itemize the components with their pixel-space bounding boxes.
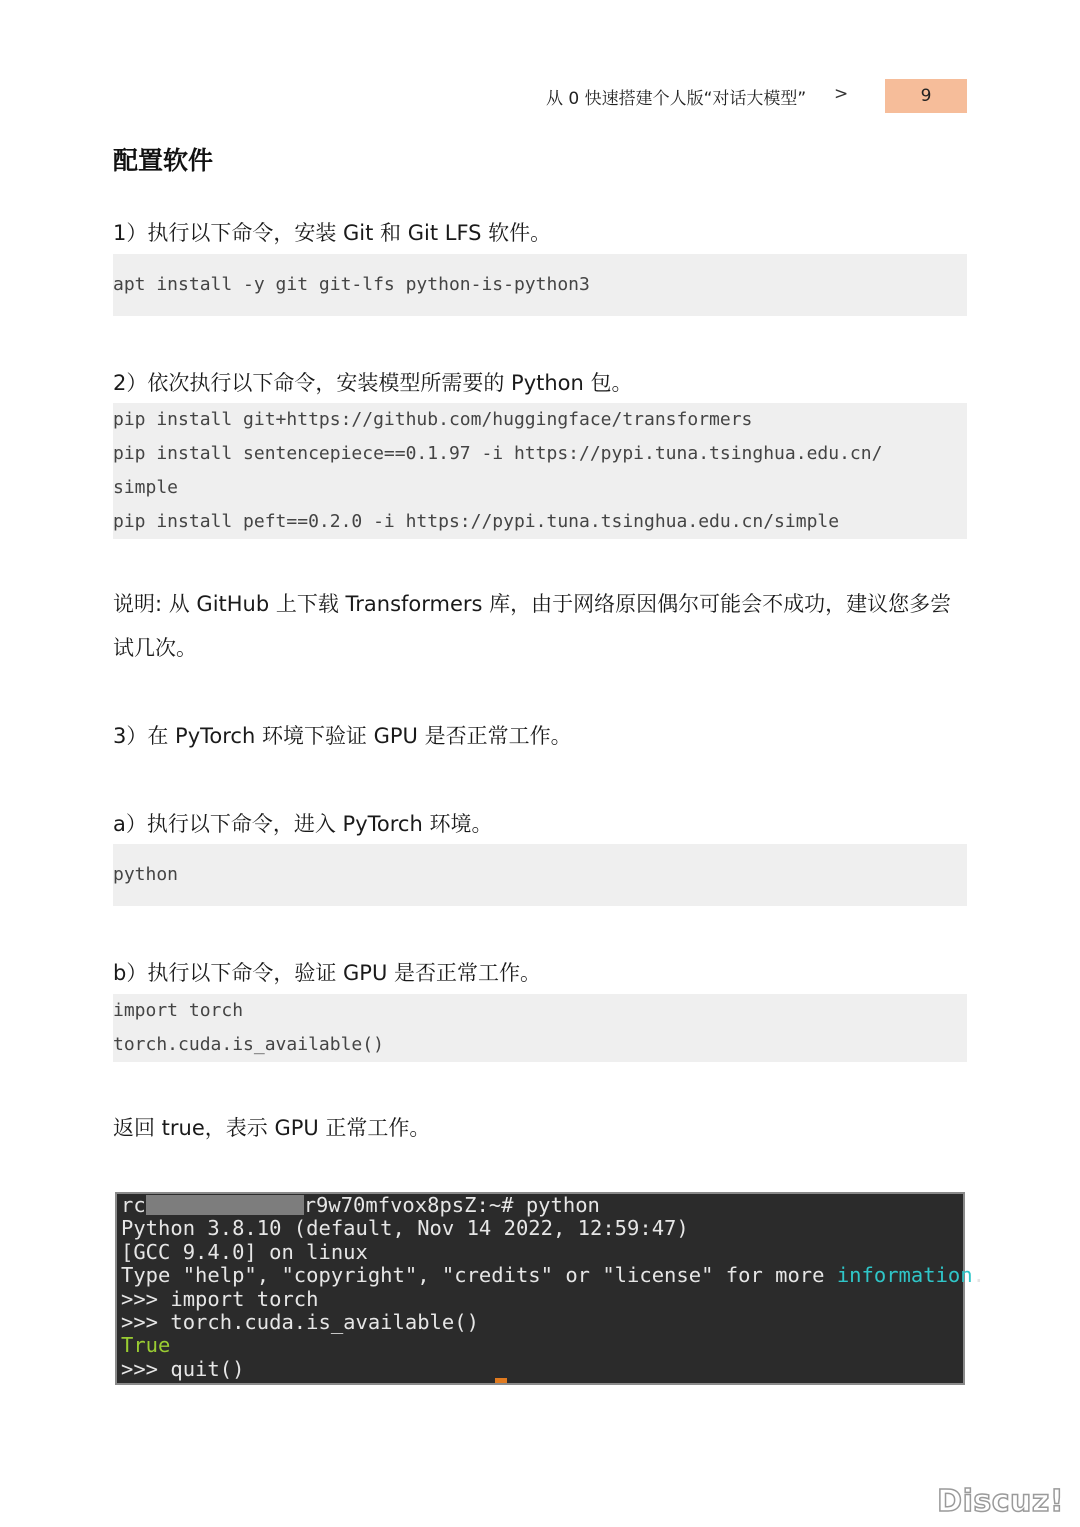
- terminal-line: >>> import torch: [121, 1286, 319, 1311]
- code-line: pip install sentencepiece==0.1.97 -i https://pypi.tuna.tsinghua.edu.cn/: [113, 443, 883, 464]
- step3b-text: b）执行以下命令，验证 GPU 是否正常工作。: [113, 961, 541, 985]
- result-text: 返回 true，表示 GPU 正常工作。: [113, 1116, 431, 1140]
- prompt-suffix: r9w70mfvox8psZ:~# python: [303, 1193, 600, 1217]
- step1-code-block: [113, 254, 967, 316]
- note-line: 试几次。: [113, 636, 197, 660]
- section-title: 配置软件: [113, 146, 214, 175]
- code-line: simple: [113, 477, 179, 498]
- step3a-code-block: [113, 844, 967, 906]
- code-line: torch.cuda.is_available(): [113, 1034, 384, 1055]
- terminal-text: Type "help", "copyright", "credits" or "license" for more: [121, 1263, 837, 1288]
- terminal-prompt-line: [121, 1194, 963, 1217]
- terminal-screenshot: [115, 1192, 985, 1385]
- code-line: apt install -y git git-lfs python-is-python3: [113, 274, 590, 295]
- terminal-text: .: [972, 1263, 985, 1288]
- code-line: pip install peft==0.2.0 -i https://pypi.tuna.tsinghua.edu.cn/simple: [113, 511, 840, 532]
- header-title: 从 0 快速搭建个人版“对话大模型”: [546, 89, 807, 109]
- code-line: import torch: [113, 1000, 244, 1021]
- terminal-line: Python 3.8.10 (default, Nov 14 2022, 12:59:47): [121, 1216, 689, 1241]
- page-number-badge: 9: [885, 79, 967, 113]
- code-line: python: [113, 864, 179, 885]
- step3a-text: a）执行以下命令，进入 PyTorch 环境。: [113, 812, 493, 836]
- step1-text: 1）执行以下命令，安装 Git 和 Git LFS 软件。: [113, 221, 552, 245]
- terminal-line: >>> torch.cuda.is_available(): [121, 1310, 479, 1335]
- note-paragraph: [113, 582, 968, 670]
- terminal-result-true: True: [121, 1333, 171, 1358]
- terminal-highlight-word: information: [836, 1263, 973, 1288]
- header-arrow: >: [834, 84, 849, 104]
- note-line: 说明: 从 GitHub 上下载 Transformers 库，由于网络原因偶尔可能会不成功，建议您多尝: [113, 592, 952, 616]
- step3-text: 3）在 PyTorch 环境下验证 GPU 是否正常工作。: [113, 724, 572, 748]
- terminal-line: [GCC 9.4.0] on linux: [121, 1239, 368, 1264]
- terminal-line: [121, 1263, 985, 1288]
- prompt-prefix: rc: [121, 1193, 146, 1217]
- code-line: pip install git+https://github.com/huggingface/transformers: [113, 409, 753, 430]
- step2-text: 2）依次执行以下命令，安装模型所需要的 Python 包。: [113, 371, 633, 395]
- step3b-code-block: [113, 994, 967, 1062]
- step2-code-block: [113, 403, 967, 539]
- terminal-line: >>> quit(): [121, 1356, 245, 1381]
- terminal-cursor-mark: [495, 1378, 507, 1383]
- watermark-logo: Discuz!: [937, 1484, 1064, 1519]
- redacted-hostname: [146, 1195, 304, 1215]
